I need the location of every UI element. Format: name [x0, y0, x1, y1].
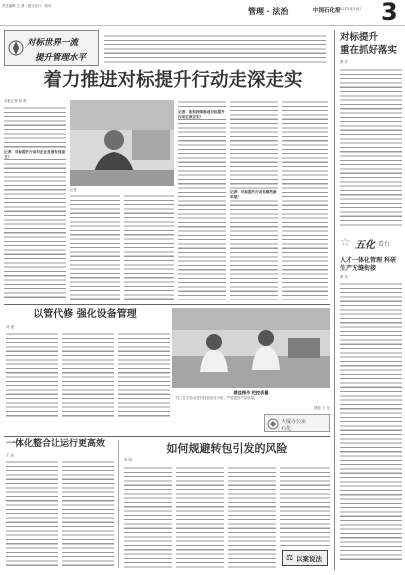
right-column-divider	[334, 30, 335, 570]
lead-subhead-2: 记者：如何持续推进对标提升行动走深走实？	[178, 110, 225, 119]
issue-date: 2021年4月8日	[338, 7, 362, 11]
banner-line-1: 对标世界一流	[27, 38, 79, 48]
lead-column-5	[230, 100, 278, 300]
lead-byline: 本报记者 杨 晨	[4, 99, 27, 103]
right-title-line-2: 重在抓好落实	[340, 45, 398, 56]
middle-column-2	[62, 332, 114, 418]
sinopec-logo-icon	[267, 418, 279, 430]
page-header	[0, 0, 405, 26]
gavel-icon: ⚖	[286, 553, 294, 562]
bottom-divider	[4, 436, 330, 437]
ad-line-1: 大厦办公室	[281, 419, 307, 425]
middle-byline: 何 建	[6, 325, 14, 329]
bottom-center-byline: 李 明	[124, 458, 132, 462]
bottom-left-column-1	[6, 460, 58, 568]
page-number: 3	[381, 0, 398, 26]
theme-banner	[4, 30, 99, 66]
ad-box	[264, 414, 330, 432]
lead-column-2	[70, 194, 120, 300]
section-title: 管理 · 法治	[248, 6, 289, 16]
photo-caption-title: 精益操作 把控质量	[233, 390, 269, 395]
person-at-desk-image	[70, 100, 174, 186]
lead-column-1	[4, 106, 66, 300]
section-divider	[4, 304, 330, 305]
bottom-left-byline: 王 远	[6, 453, 14, 457]
bottom-center-column-1	[124, 466, 172, 568]
lead-column-6	[282, 100, 328, 300]
photo-caption-text: 员工在实验室进行样品化验分析，严格把控产品质量。	[176, 396, 258, 400]
bottom-left-headline: 一体化整合让运行更高效	[6, 439, 106, 449]
bottom-center-column-4	[280, 466, 330, 546]
right-column-text	[340, 68, 402, 228]
right-sub-title: 人才一体化管理 科研生产无缝衔接	[340, 257, 397, 272]
banner-line-2: 提升管理水平	[35, 53, 87, 63]
intro-text	[104, 34, 326, 64]
ad-line-2: 石化	[281, 426, 292, 432]
bottom-center-headline: 如何规避转包引发的风险	[166, 442, 288, 455]
logo-subtext: 看台	[378, 241, 391, 248]
lead-subhead-1: 记者：对标提升行动对企业发展有何意义？	[4, 150, 66, 159]
right-title-line-1: 对标提升	[340, 32, 379, 43]
lead-headline: 着力推进对标提升行动走深走实	[43, 70, 303, 91]
case-stamp	[282, 550, 328, 566]
bottom-left-column-2	[62, 460, 114, 568]
lead-photo	[70, 100, 174, 186]
banner-emblem-icon	[8, 35, 24, 61]
right-sub-text	[340, 282, 402, 562]
photo-caption-credit: 摄影 王 东	[314, 406, 330, 410]
paper-name: 中国石化报	[313, 8, 341, 14]
logo-text: 五化	[355, 240, 375, 251]
case-stamp-label: 以案说法	[296, 555, 322, 563]
bottom-center-column-2	[176, 466, 224, 568]
bottom-center-column-3	[228, 466, 276, 568]
middle-column-1	[6, 332, 58, 418]
middle-column-3	[118, 332, 170, 418]
lead-column-3	[124, 194, 174, 300]
wuhua-logo	[338, 232, 402, 254]
lab-workers-image	[172, 308, 330, 388]
masthead-info: 责任编辑 王 勇 · 版式设计 · 校对	[2, 4, 52, 8]
lead-photo-caption: 记者	[70, 188, 77, 192]
lead-column-4	[178, 100, 226, 300]
star-icon: ☆	[340, 235, 351, 249]
middle-photo	[172, 308, 330, 388]
right-sub-byline: 曹 亮	[340, 275, 348, 279]
middle-headline: 以管代修 强化设备管理	[33, 309, 137, 320]
lead-subhead-3: 记者：对标提升行动有哪些新举措？	[230, 190, 277, 199]
bottom-divider-vertical	[118, 440, 119, 568]
right-byline: 曹 亮	[340, 60, 348, 64]
